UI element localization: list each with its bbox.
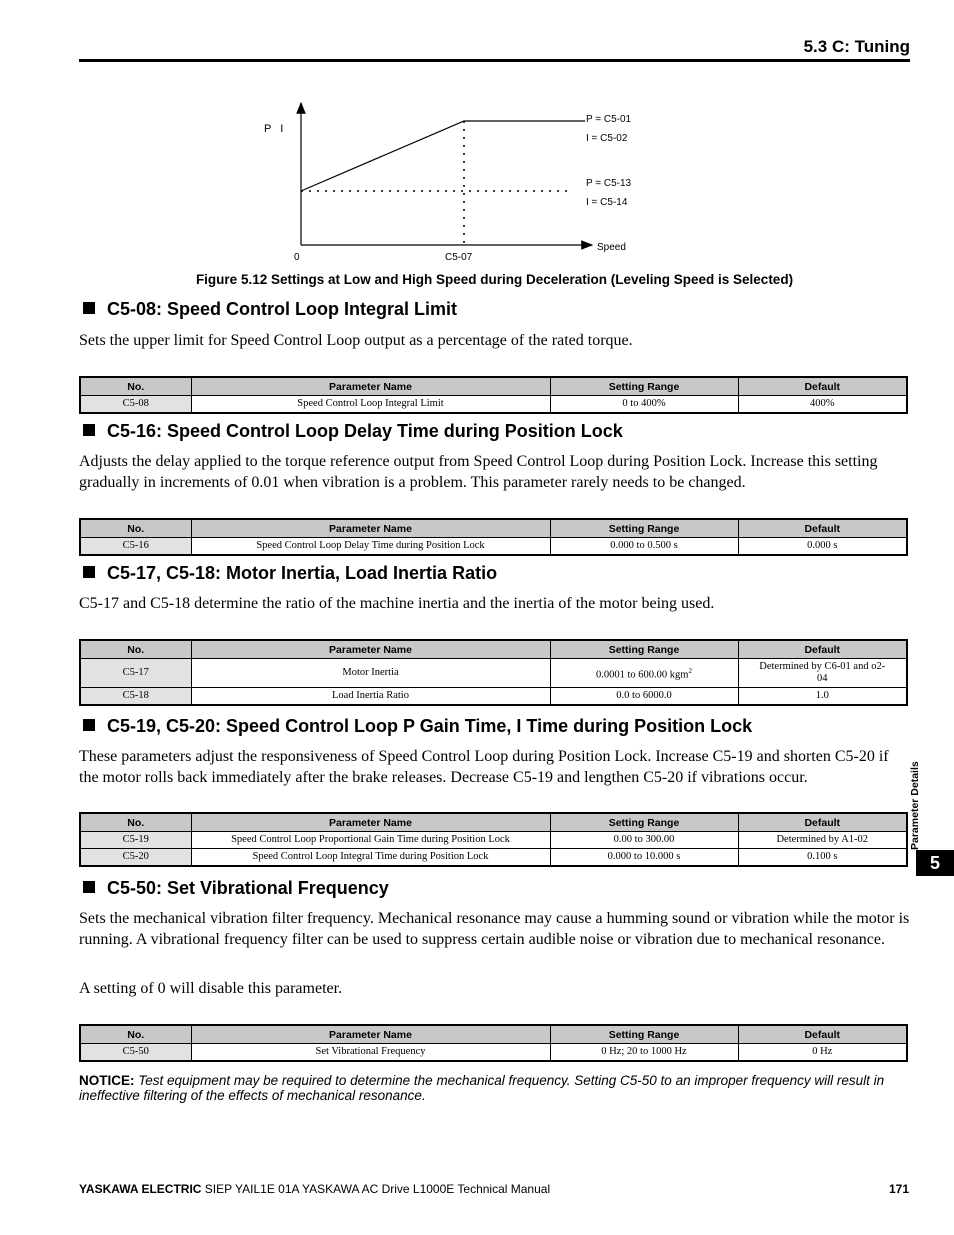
param-table-c5-08: [79, 376, 908, 414]
square-bullet-icon: [83, 302, 95, 314]
cell-no: C5-18: [80, 688, 191, 706]
chapter-tab[interactable]: 5: [916, 850, 954, 876]
col-header-range: Setting Range: [550, 1025, 738, 1044]
param-table-c5-19-c5-20: [79, 812, 908, 867]
col-header-default: Default: [738, 377, 907, 396]
cell-no: C5-50: [80, 1044, 191, 1062]
table-header-row: [80, 813, 907, 832]
footer-brand: YASKAWA ELECTRIC: [79, 1182, 202, 1196]
x-axis-label: Speed: [597, 242, 626, 253]
table-row: [80, 688, 907, 706]
table-row: [80, 659, 907, 688]
cell-range: 0.000 to 0.500 s: [550, 538, 738, 556]
section-text-c5-17-c5-18: C5-17 and C5-18 determine the ratio of the machine inertia and the inertia of the motor being used.: [79, 595, 715, 612]
cell-name: Speed Control Loop Integral Time during Position Lock: [191, 849, 550, 867]
section-heading-c5-17-c5-18: C5-17, C5-18: Motor Inertia, Load Inertia Ratio: [79, 563, 497, 584]
section-heading-c5-16: C5-16: Speed Control Loop Delay Time during Position Lock: [79, 421, 623, 442]
y-axis-label: P I: [264, 123, 284, 135]
col-header-default: Default: [738, 519, 907, 538]
col-header-default: Default: [738, 640, 907, 659]
header-rule: [79, 59, 910, 62]
cell-default: 0.000 s: [738, 538, 907, 556]
section-heading-c5-50: C5-50: Set Vibrational Frequency: [79, 878, 389, 899]
param-table-c5-50: [79, 1024, 908, 1062]
notice-label: NOTICE:: [79, 1073, 135, 1088]
cell-range-text: 0.0001 to 600.00 kgm: [596, 669, 689, 681]
square-bullet-icon: [83, 719, 95, 731]
high-i-label: I = C5-02: [586, 133, 628, 144]
cell-range: 0 to 400%: [550, 396, 738, 414]
param-table-c5-16: [79, 518, 908, 556]
table-header-row: [80, 519, 907, 538]
notice-text: Test equipment may be required to determine the mechanical frequency. Setting C5-50 to an improper frequency will result in ineffective filtering of the effects of mechanical resonance.: [79, 1073, 885, 1103]
low-p-label: P = C5-13: [586, 178, 632, 189]
low-i-label: I = C5-14: [586, 197, 628, 208]
cell-range: 0.000 to 10.000 s: [550, 849, 738, 867]
col-header-range: Setting Range: [550, 813, 738, 832]
section-heading-c5-19-c5-20: C5-19, C5-20: Speed Control Loop P Gain Time, I Time during Position Lock: [79, 716, 752, 737]
cell-no: C5-20: [80, 849, 191, 867]
square-bullet-icon: [83, 424, 95, 436]
section-title: 5.3 C: Tuning: [803, 37, 910, 56]
cell-default: 1.0: [738, 688, 907, 706]
col-header-no: No.: [80, 377, 191, 396]
table-header-row: [80, 640, 907, 659]
col-header-no: No.: [80, 1025, 191, 1044]
col-header-name: Parameter Name: [191, 640, 550, 659]
cell-default: Determined by A1-02: [738, 832, 907, 849]
cell-range: 0 Hz; 20 to 1000 Hz: [550, 1044, 738, 1062]
cell-range: 0.0 to 6000.0: [550, 688, 738, 706]
table-row: [80, 396, 907, 414]
cell-range: [550, 659, 738, 688]
col-header-no: No.: [80, 813, 191, 832]
col-header-range: Setting Range: [550, 640, 738, 659]
side-section-label: Parameter Details: [909, 761, 921, 850]
col-header-range: Setting Range: [550, 519, 738, 538]
cell-no: C5-19: [80, 832, 191, 849]
section-text-c5-16: Adjusts the delay applied to the torque reference output from Speed Control Loop during Position Lock. Increase this setting gradually in increments of 0.01 when vibration is a problem. This parameter rarely needs to be changed.: [79, 453, 878, 491]
figure-caption: Figure 5.12 Settings at Low and High Speed during Deceleration (Leveling Speed is Selected): [195, 272, 794, 287]
table-header-row: [80, 1025, 907, 1044]
section-text-c5-08: Sets the upper limit for Speed Control Loop output as a percentage of the rated torque.: [79, 332, 633, 349]
pi-speed-diagram: [240, 95, 660, 265]
col-header-name: Parameter Name: [191, 1025, 550, 1044]
footer-doc-title: SIEP YAIL1E 01A YASKAWA AC Drive L1000E Technical Manual: [201, 1182, 551, 1196]
col-header-name: Parameter Name: [191, 813, 550, 832]
page-number: 171: [888, 1182, 909, 1196]
section-heading-c5-08: C5-08: Speed Control Loop Integral Limit: [79, 299, 457, 320]
cell-default: 0.100 s: [738, 849, 907, 867]
table-row: [80, 849, 907, 867]
col-header-range: Setting Range: [550, 377, 738, 396]
cell-default: 0 Hz: [738, 1044, 907, 1062]
table-header-row: [80, 377, 907, 396]
col-header-name: Parameter Name: [191, 377, 550, 396]
origin-label: 0: [294, 252, 300, 263]
table-row: [80, 538, 907, 556]
pi-curve: [301, 121, 585, 191]
col-header-no: No.: [80, 640, 191, 659]
cell-name: Load Inertia Ratio: [191, 688, 550, 706]
cell-no: C5-17: [80, 659, 191, 688]
cell-range: 0.00 to 300.00: [550, 832, 738, 849]
cell-name: Motor Inertia: [191, 659, 550, 688]
square-bullet-icon: [83, 881, 95, 893]
cell-no: C5-08: [80, 396, 191, 414]
square-bullet-icon: [83, 566, 95, 578]
param-table-c5-17-c5-18: [79, 639, 908, 706]
high-p-label: P = C5-01: [586, 114, 632, 125]
cell-default: Determined by C6-01 and o2-04: [738, 659, 907, 688]
notice-block: [79, 1073, 910, 1103]
footer-doc-info: [79, 1182, 550, 1196]
section-text-c5-50: Sets the mechanical vibration filter frequency. Mechanical resonance may cause a humming sound or vibration while the motor is running. A vibrational frequency filter can be used to suppress certain audible noise or vibration due to mechanical resonance.: [79, 910, 910, 948]
cell-name: Speed Control Loop Delay Time during Position Lock: [191, 538, 550, 556]
section-text2-c5-50: A setting of 0 will disable this parameter.: [79, 980, 343, 997]
table-row: [80, 1044, 907, 1062]
col-header-default: Default: [738, 813, 907, 832]
table-row: [80, 832, 907, 849]
cell-name: Speed Control Loop Integral Limit: [191, 396, 550, 414]
section-text-c5-19-c5-20: These parameters adjust the responsiveness of Speed Control Loop during Position Lock. Increase C5-19 and shorten C5-20 if the motor rolls back immediately after the brake releases. Decrease C5-19 and lengthen C5-20 if vibrations occur.: [79, 748, 889, 786]
c5-07-tick-label: C5-07: [445, 252, 473, 263]
col-header-default: Default: [738, 1025, 907, 1044]
cell-no: C5-16: [80, 538, 191, 556]
col-header-no: No.: [80, 519, 191, 538]
col-header-name: Parameter Name: [191, 519, 550, 538]
cell-default: 400%: [738, 396, 907, 414]
cell-name: Speed Control Loop Proportional Gain Time during Position Lock: [191, 832, 550, 849]
cell-range-superscript: 2: [688, 666, 692, 675]
cell-name: Set Vibrational Frequency: [191, 1044, 550, 1062]
